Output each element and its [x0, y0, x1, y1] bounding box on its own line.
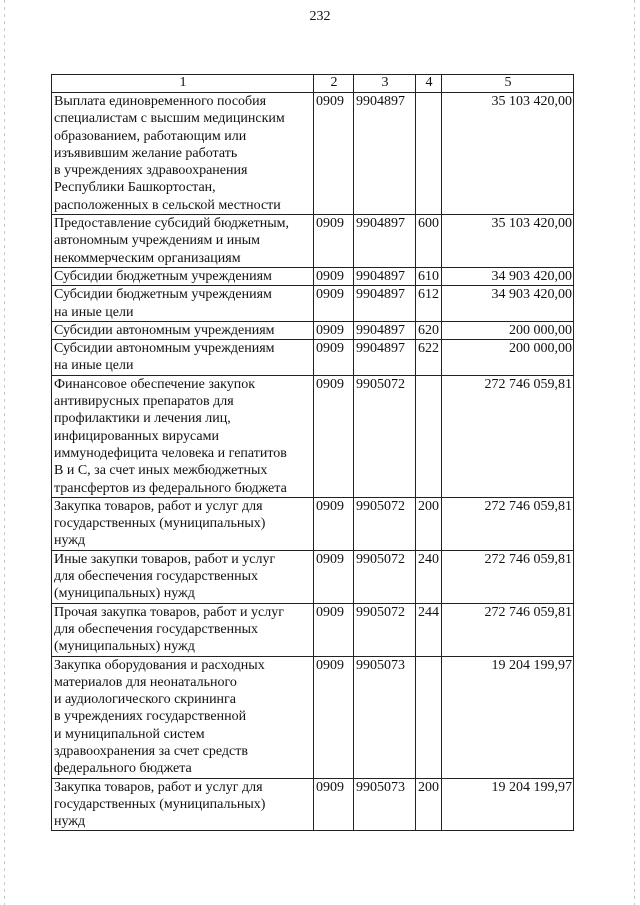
row-name: [52, 778, 314, 831]
row-name-text: Выплата единовременного пособия специалистам с высшим медицинским образованием, работающим или изъявившим желание работать в учреждениях здравоохранения Республики Башкортостан, расположенных в сельской местности: [54, 94, 285, 213]
row-name-text: Иные закупки товаров, работ и услуг для обеспечения государственных (муниципальных) нужд: [54, 551, 276, 602]
row-section: 0909: [314, 656, 354, 778]
row-name-text: Субсидии бюджетным учреждениям на иные цели: [54, 287, 272, 320]
row-name-text: Прочая закупка товаров, работ и услуг для обеспечения государственных (муниципальных) нужд: [54, 604, 284, 655]
row-target-code: 9904897: [354, 340, 416, 376]
row-target-code: 9904897: [354, 93, 416, 215]
table-row: [52, 340, 574, 376]
row-expense-type: 200: [416, 497, 442, 550]
table-row: [52, 778, 574, 831]
row-name-text: Финансовое обеспечение закупок антивирусных препаратов для профилактики и лечения лиц, инфицированных вирусами иммунодефицита человека и гепатитов В и С, за счет иных межбюджетных трансфертов из федерального бюджета: [54, 376, 287, 496]
row-expense-type: [416, 93, 442, 215]
row-expense-type: 612: [416, 286, 442, 322]
row-name: [52, 267, 314, 285]
row-name-text: Закупка товаров, работ и услуг для государственных (муниципальных) нужд: [54, 498, 266, 549]
row-target-code: 9904897: [354, 286, 416, 322]
page-number: 232: [309, 9, 331, 24]
row-sum: 272 746 059,81: [442, 497, 574, 550]
table-row: [52, 286, 574, 322]
row-sum: 19 204 199,97: [442, 778, 574, 831]
row-name: [52, 603, 314, 656]
table-row: [52, 321, 574, 339]
header-col-4: 4: [416, 75, 442, 93]
row-sum: 200 000,00: [442, 340, 574, 376]
row-name: [52, 375, 314, 497]
row-expense-type: 610: [416, 267, 442, 285]
row-expense-type: 244: [416, 603, 442, 656]
table-row: [52, 93, 574, 215]
row-target-code: 9905072: [354, 550, 416, 603]
row-target-code: 9905073: [354, 778, 416, 831]
header-col-1: 1: [52, 75, 314, 93]
row-section: 0909: [314, 778, 354, 831]
row-name: [52, 497, 314, 550]
row-section: 0909: [314, 321, 354, 339]
row-section: 0909: [314, 550, 354, 603]
table-row: [52, 375, 574, 497]
row-target-code: 9905072: [354, 375, 416, 497]
table-row: [52, 215, 574, 268]
header-col-3: 3: [354, 75, 416, 93]
header-row: [52, 75, 574, 93]
row-expense-type: 600: [416, 215, 442, 268]
row-expense-type: 240: [416, 550, 442, 603]
row-name: [52, 656, 314, 778]
row-section: 0909: [314, 215, 354, 268]
row-expense-type: [416, 375, 442, 497]
row-target-code: 9904897: [354, 321, 416, 339]
row-section: 0909: [314, 93, 354, 215]
row-name-text: Субсидии автономным учреждениям на иные цели: [54, 341, 275, 374]
table-body: [52, 93, 574, 831]
row-name: [52, 550, 314, 603]
scan-margin-line-left: [4, 0, 5, 905]
row-name-text: Субсидии автономным учреждениям: [54, 322, 275, 338]
header-col-2: 2: [314, 75, 354, 93]
row-name: [52, 93, 314, 215]
row-expense-type: 200: [416, 778, 442, 831]
row-sum: 34 903 420,00: [442, 267, 574, 285]
row-sum: 272 746 059,81: [442, 603, 574, 656]
row-sum: 272 746 059,81: [442, 375, 574, 497]
table-row: [52, 550, 574, 603]
row-section: 0909: [314, 375, 354, 497]
row-target-code: 9904897: [354, 215, 416, 268]
row-name: [52, 286, 314, 322]
row-name: [52, 215, 314, 268]
row-sum: 35 103 420,00: [442, 93, 574, 215]
row-name-text: Закупка товаров, работ и услуг для государственных (муниципальных) нужд: [54, 779, 266, 830]
table-header: [52, 75, 574, 93]
row-expense-type: 620: [416, 321, 442, 339]
row-section: 0909: [314, 286, 354, 322]
row-name-text: Субсидии бюджетным учреждениям: [54, 268, 272, 284]
row-section: 0909: [314, 497, 354, 550]
row-sum: 34 903 420,00: [442, 286, 574, 322]
row-section: 0909: [314, 267, 354, 285]
table-row: [52, 603, 574, 656]
table-row: [52, 656, 574, 778]
table-row: [52, 267, 574, 285]
row-name-text: Закупка оборудования и расходных материалов для неонатального и аудиологического скрининга в учреждениях государственной и муниципальной систем здравоохранения за счет средств федерального бюджета: [54, 657, 265, 777]
scan-margin-line-right: [634, 0, 635, 905]
row-name: [52, 340, 314, 376]
row-sum: 19 204 199,97: [442, 656, 574, 778]
budget-table: [51, 74, 574, 831]
row-sum: 272 746 059,81: [442, 550, 574, 603]
row-name: [52, 321, 314, 339]
row-sum: 35 103 420,00: [442, 215, 574, 268]
row-section: 0909: [314, 340, 354, 376]
row-name-text: Предоставление субсидий бюджетным, автономным учреждениям и иным некоммерческим организациям: [54, 216, 290, 266]
row-expense-type: [416, 656, 442, 778]
row-target-code: 9904897: [354, 267, 416, 285]
row-target-code: 9905072: [354, 497, 416, 550]
row-target-code: 9905073: [354, 656, 416, 778]
row-section: 0909: [314, 603, 354, 656]
row-sum: 200 000,00: [442, 321, 574, 339]
table-row: [52, 497, 574, 550]
row-target-code: 9905072: [354, 603, 416, 656]
row-expense-type: 622: [416, 340, 442, 376]
header-col-5: 5: [442, 75, 574, 93]
